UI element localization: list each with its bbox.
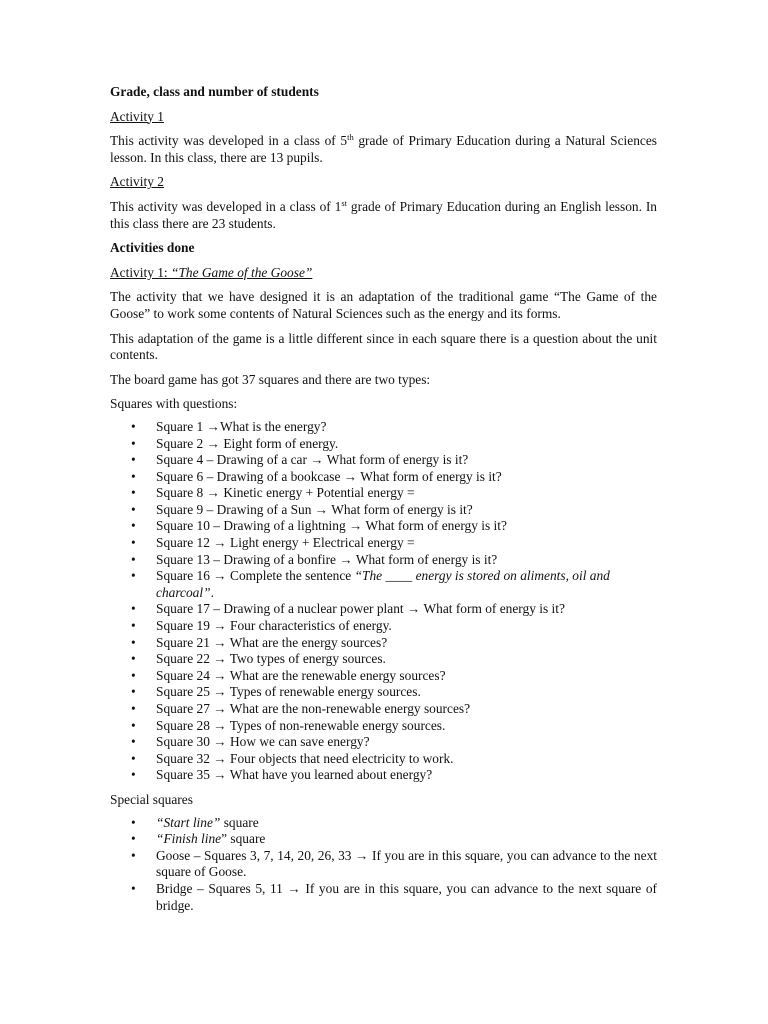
list-item-text: Bridge – Squares 5, 11 → If you are in this square, you can advance to the next square of bridge.	[156, 880, 657, 913]
list-item	[110, 419, 657, 436]
list-item-text: Square 32 → Four objects that need electricity to work.	[156, 750, 454, 766]
list-item-text: “The ____ energy is stored on aliments, oil and charcoal”	[156, 568, 610, 600]
list-item-text: “Finish line	[156, 831, 222, 847]
special-squares-heading: Special squares	[110, 791, 193, 807]
list-item-text: Square 24 → What are the renewable energy sources?	[156, 667, 446, 683]
bullet-icon: •	[131, 734, 136, 750]
list-item	[110, 815, 657, 832]
list-item-text: Square 2 → Eight form of energy.	[156, 435, 339, 451]
list-item-text: Square 16 → Complete the sentence	[156, 568, 355, 584]
list-item	[110, 502, 657, 519]
list-item	[110, 751, 657, 768]
list-item	[110, 831, 657, 848]
list-item	[110, 701, 657, 718]
bullet-icon: •	[131, 667, 136, 683]
bullet-icon: •	[131, 551, 136, 567]
bullet-icon: •	[131, 880, 136, 896]
list-item-text: Square 8 → Kinetic energy + Potential energy =	[156, 485, 415, 501]
game-activity-prefix: Activity 1:	[110, 264, 171, 280]
list-item	[110, 452, 657, 469]
bullet-icon: •	[131, 767, 136, 783]
list-item-text: ” square	[221, 831, 266, 847]
paragraph-board: The board game has got 37 squares and there are two types:	[110, 371, 431, 387]
list-item-text: Square 4 – Drawing of a car → What form of energy is it?	[156, 452, 469, 468]
bullet-icon: •	[131, 634, 136, 650]
list-item-text: Square 21 → What are the energy sources?	[156, 634, 388, 650]
list-item-text: Square 27 → What are the non-renewable energy sources?	[156, 701, 471, 716]
bullet-icon: •	[131, 847, 136, 863]
bullet-icon: •	[131, 435, 136, 451]
activity-2-text-end: grade of Primary Education during an English lesson. In this class there are 23 students.	[110, 198, 657, 231]
question-squares-list	[110, 419, 657, 784]
list-item-text: .	[210, 584, 214, 600]
activity-1-description	[110, 133, 657, 166]
paragraph-adaptation: The activity that we have designed it is an adaptation of the traditional game “The Game of the Goose” to work some contents of Natural Sciences such as the energy and its forms.	[110, 289, 657, 321]
list-item	[110, 881, 657, 914]
list-item	[110, 568, 657, 601]
list-item	[110, 734, 657, 751]
activity-1-text-start: This activity was developed in a class of 5	[110, 133, 348, 149]
list-item	[110, 436, 657, 453]
list-item	[110, 535, 657, 552]
list-item-text: Square 25 → Types of renewable energy sources.	[156, 684, 421, 700]
bullet-icon: •	[131, 601, 136, 617]
bullet-icon: •	[131, 651, 136, 667]
bullet-icon: •	[131, 535, 136, 551]
bullet-icon: •	[131, 618, 136, 634]
list-item-text: Square 30 → How we can save energy?	[156, 734, 370, 750]
list-item	[110, 469, 657, 486]
list-item-text: Square 13 – Drawing of a bonfire → What form of energy is it?	[156, 551, 498, 567]
heading-activities-done: Activities done	[110, 240, 195, 256]
ordinal-suffix: st	[341, 197, 347, 208]
list-item	[110, 552, 657, 569]
bullet-icon: •	[131, 485, 136, 501]
activity-2-text-start: This activity was developed in a class of 1	[110, 198, 342, 214]
document-page	[110, 84, 657, 922]
activity-2-label: Activity 2	[110, 174, 164, 190]
ordinal-suffix: th	[347, 132, 354, 143]
list-item	[110, 651, 657, 668]
list-item-text: Square 10 – Drawing of a lightning → What form of energy is it?	[156, 518, 507, 534]
list-item-text: Square 19 → Four characteristics of energy.	[156, 618, 392, 634]
list-item-text: Square 12 → Light energy + Electrical energy =	[156, 535, 415, 551]
bullet-icon: •	[131, 518, 136, 534]
game-activity-title: “The Game of the Goose”	[171, 264, 313, 280]
list-item-text: Square 17 – Drawing of a nuclear power plant → What form of energy is it?	[156, 601, 565, 617]
heading-grade-class: Grade, class and number of students	[110, 84, 319, 99]
list-item-text: Goose – Squares 3, 7, 14, 20, 26, 33 → If you are in this square, you can advance to the next square of Goose.	[156, 847, 657, 880]
bullet-icon: •	[131, 814, 136, 830]
activity-1-label: Activity 1	[110, 108, 164, 124]
game-activity-label	[110, 265, 657, 282]
activity-2-description	[110, 199, 657, 232]
list-item	[110, 618, 657, 635]
bullet-icon: •	[131, 750, 136, 766]
list-item	[110, 767, 657, 784]
list-item	[110, 518, 657, 535]
paragraph-squares-with-questions: Squares with questions:	[110, 396, 238, 412]
list-item	[110, 718, 657, 735]
activity-1-text-end: grade of Primary Education during a Natural Sciences lesson. In this class, there are 13 pupils.	[110, 133, 657, 165]
bullet-icon: •	[131, 684, 136, 700]
bullet-icon: •	[131, 701, 136, 716]
list-item-text: “Start line”	[156, 814, 221, 830]
bullet-icon: •	[131, 717, 136, 733]
bullet-icon: •	[131, 452, 136, 468]
bullet-icon: •	[131, 568, 136, 584]
list-item-text: Square 22 → Two types of energy sources.	[156, 651, 386, 667]
list-item	[110, 684, 657, 701]
list-item	[110, 485, 657, 502]
list-item-text: Square 1 →What is the energy?	[156, 418, 327, 434]
list-item-text: Square 9 – Drawing of a Sun → What form of energy is it?	[156, 501, 473, 517]
list-item-text: square	[220, 814, 259, 830]
list-item-text: Square 28 → Types of non-renewable energy sources.	[156, 717, 446, 733]
paragraph-difference: This adaptation of the game is a little different since in each square there is a question about the unit contents.	[110, 330, 657, 363]
list-item	[110, 848, 657, 881]
list-item	[110, 668, 657, 685]
bullet-icon: •	[131, 468, 136, 484]
list-item-text: Square 35 → What have you learned about energy?	[156, 767, 433, 783]
special-squares-list	[110, 815, 657, 915]
bullet-icon: •	[131, 501, 136, 517]
bullet-icon: •	[131, 831, 136, 847]
list-item	[110, 601, 657, 618]
list-item-text: Square 6 – Drawing of a bookcase → What form of energy is it?	[156, 468, 502, 484]
list-item	[110, 635, 657, 652]
bullet-icon: •	[131, 418, 136, 434]
